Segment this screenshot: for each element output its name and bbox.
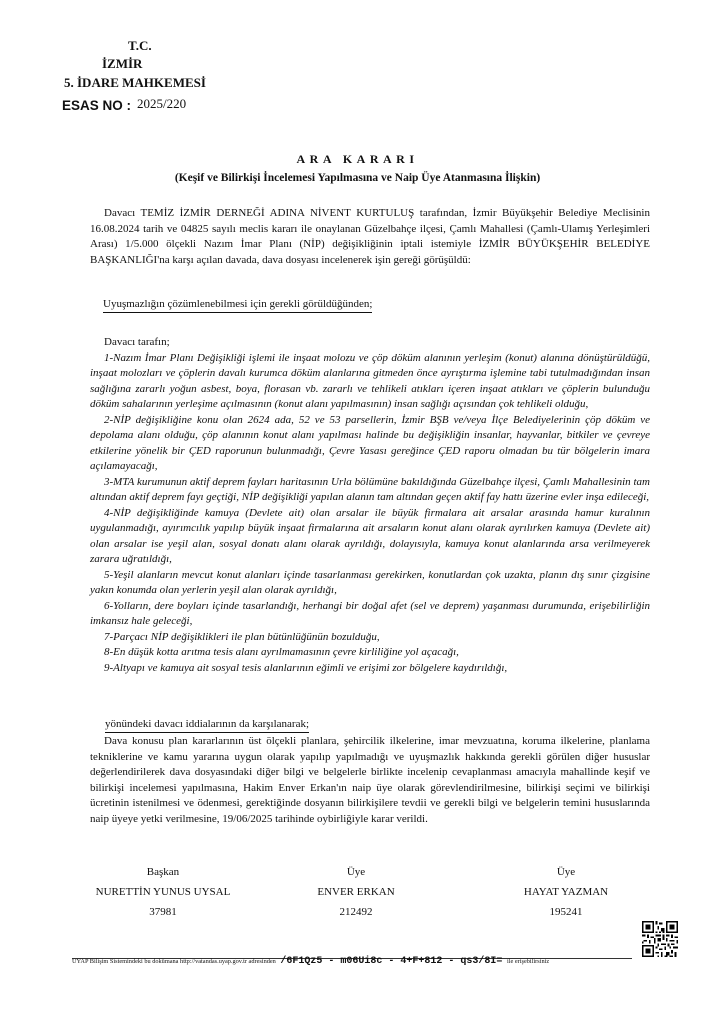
claim-item: 4-NİP değişikliğinde kamuya (Devlete ait) olan arsalar ile büyük firmalara ait arsalar arasında hamur kuralının uygulanmadığı, ayırımcılık yapılıp büyük inşaat firmalarına ait arsaların konut alanı olarak ayrılırken kamuya (Devlete ait) olan arsalar ise yeşil alan, sosyal donatı alanı olarak ayrıldığı, dolayısıyla, kamuya konut alanlarında arsa verilmeyerek zarara uğratıldığı, xyxy=(90,506,650,565)
intro-paragraph xyxy=(90,206,650,268)
claim-item: 9-Altyapı ve kamuya ait sosyal tesis alanlarının eğimli ve erişimi zor bölgelere kaydırıldığı, xyxy=(104,661,508,674)
footer-suffix: ile erişebilirsiniz xyxy=(507,958,550,965)
footer-verification-code: /6F1Qz5 - m06Ui8c - 4+F+812 - qs3/8I= xyxy=(280,956,503,967)
signature-baskan xyxy=(73,862,253,922)
signature-id: 195241 xyxy=(549,906,583,918)
reason-heading-text: Uyuşmazlığın çözümlenebilmesi için gerekli görüldüğünden; xyxy=(103,298,372,313)
signature-name: ENVER ERKAN xyxy=(317,886,395,898)
signature-id: 212492 xyxy=(339,906,373,918)
claim-item: 5-Yeşil alanların mevcut konut alanları içinde tasarlanması gerekirken, konutlardan çok uzakta, planın dış sınır çizgisine yakın konumda olan yerlerin yeşil alan olarak ayrıldığı, xyxy=(90,568,650,596)
footer xyxy=(72,956,549,967)
decision-paragraph xyxy=(90,734,650,827)
claims-intro: Davacı tarafın; xyxy=(104,336,170,348)
claim-item: 6-Yolların, dere boyları içinde tasarlandığı, herhangi bir doğal afet (sel ve deprem) yaşanması durumunda, erişebilirliğin imkansız hale geleceği, xyxy=(90,599,650,627)
claims-section xyxy=(90,335,650,676)
esas-label: ESAS NO : xyxy=(62,98,132,113)
header-court: 5. İDARE MAHKEMESİ xyxy=(64,75,206,90)
signature-role: Üye xyxy=(346,866,366,878)
signature-uye-2 xyxy=(476,862,656,922)
esas-number: 2025/220 xyxy=(137,96,187,111)
decision-text: Dava konusu plan kararlarının üst ölçekli planlara, şehircilik ilkelerine, imar mevzuatına, koruma ilkelerine, planlama tekniklerine ve kamu yararına uygun olarak yapılıp yapılmadığı ve uyuşmazlık hakkında gerekli görülen diğer hususlar değerlendirilerek dava dosyasındaki diğer bilgi ve belgelerle birlikte incelenip cevaplanması amacıyla mahallinde keşif ve bilirkişi incelemesi yapılmasına, Hakim Enver Erkan'ın naip üye olarak görevlendirilmesine, bilirkişi seçimi ve bilirkişi ücretinin istenilmesi ve ödenmesi, gerektiğinde dosyanın bilirkişilere tevdii ve gerekli bilgi ve belgelerin temini hususlarında naip üyeye yetki verilmesine, 19/06/2025 tarihinde oybirliğiyle karar verildi. xyxy=(90,735,650,825)
header-city: İZMİR xyxy=(102,56,143,71)
claim-item: 7-Parçacı NİP değişiklikleri ile plan bütünlüğünün bozulduğu, xyxy=(104,630,380,643)
document-title: ARA KARARI xyxy=(296,152,419,166)
signature-name: HAYAT YAZMAN xyxy=(523,886,609,898)
claim-item: 8-En düşük kotta arıtma tesis alanı ayrılmamasının çevre kirliliğine yol açacağı, xyxy=(104,646,459,658)
qr-code-icon xyxy=(642,921,678,957)
header-tc: T.C. xyxy=(128,38,152,53)
reason-heading xyxy=(103,298,372,310)
footer-prefix: UYAP Bilişim Sistemindeki bu dokümana http://vatandas.uyap.gov.tr adresinden xyxy=(72,958,276,965)
intro-text: Davacı TEMİZ İZMİR DERNEĞİ ADINA NİVENT KURTULUŞ tarafından, İzmir Büyükşehir Belediye Meclisinin 16.08.2024 tarih ve 04825 sayılı meclis kararı ile onaylanan Güzelbahçe ilçesi, Çamlı Mahallesi (Çamlı-Ulamış Yerleşimleri Arası) 1/5.000 ölçekli Nazım İmar Planı (NİP) değişikliğinin iptali istemiyle İZMİR BÜYÜKŞEHİR BELEDİYE BAŞKANLIĞI'na karşı açılan davada, dava dosyası incelenerek işin gereği görüşüldü: xyxy=(90,207,650,266)
claim-item: 3-MTA kurumunun aktif deprem fayları haritasının Urla bölümüne bakıldığında Güzelbahçe ilçesi, Çamlı Mahallesinin tam altından aktif deprem fayı geçtiği, NİP değişikliği yapılan alanın tam altından geçen aktif fay hattı üzerine evler inşa edileceği, xyxy=(90,475,650,503)
claim-item: 2-NİP değişikliğine konu olan 2624 ada, 52 ve 53 parsellerin, İzmir BŞB ve/veya İlçe Belediyelerinin çöp döküm ve depolama alanı olduğu, çöp alanının konut alanı yapılması halinde bu değişikliğin insanlar, hayvanlar, bitkiler ve çevreye etkilerine yönelik bir ÇED raporunun bulunmadığı, Çevre Yasası gereğince ÇED raporu olmadan bu tür bölgelerin imara açılamayacağı, xyxy=(90,413,650,472)
signature-role: Üye xyxy=(556,866,576,878)
signature-uye-1 xyxy=(266,862,446,922)
signature-id: 37981 xyxy=(149,906,177,918)
claim-item: 1-Nazım İmar Planı Değişikliği işlemi ile inşaat molozu ve çöp döküm alanının yerleşim (konut) alanına dönüştürüldüğü, inşaat molozları ve çöplerin davalı kurumca döküm alanlarına gitmeden önce ayrıştırma işlemine tabi tutulmadığından insan sağlığına zararlı yoğun asbest, boya, florasan vb. zararlı ve tehlikeli atıkları içeren inşaat atıkları ve çöplerin bulunduğu döküm sahalarının yerleşime açılmasının (konut alanı yapılmasının) insan sağlığı açısından çok tehlikeli olduğu, xyxy=(90,351,650,410)
document-subtitle: (Keşif ve Bilirkişi İncelemesi Yapılmasına ve Naip Üye Atanmasına İlişkin) xyxy=(174,172,541,184)
signature-role: Başkan xyxy=(146,866,180,878)
claims-closing xyxy=(105,718,309,730)
claims-closing-text: yönündeki davacı iddialarının da karşılanarak; xyxy=(105,718,309,733)
signature-name: NURETTİN YUNUS UYSAL xyxy=(95,886,231,898)
